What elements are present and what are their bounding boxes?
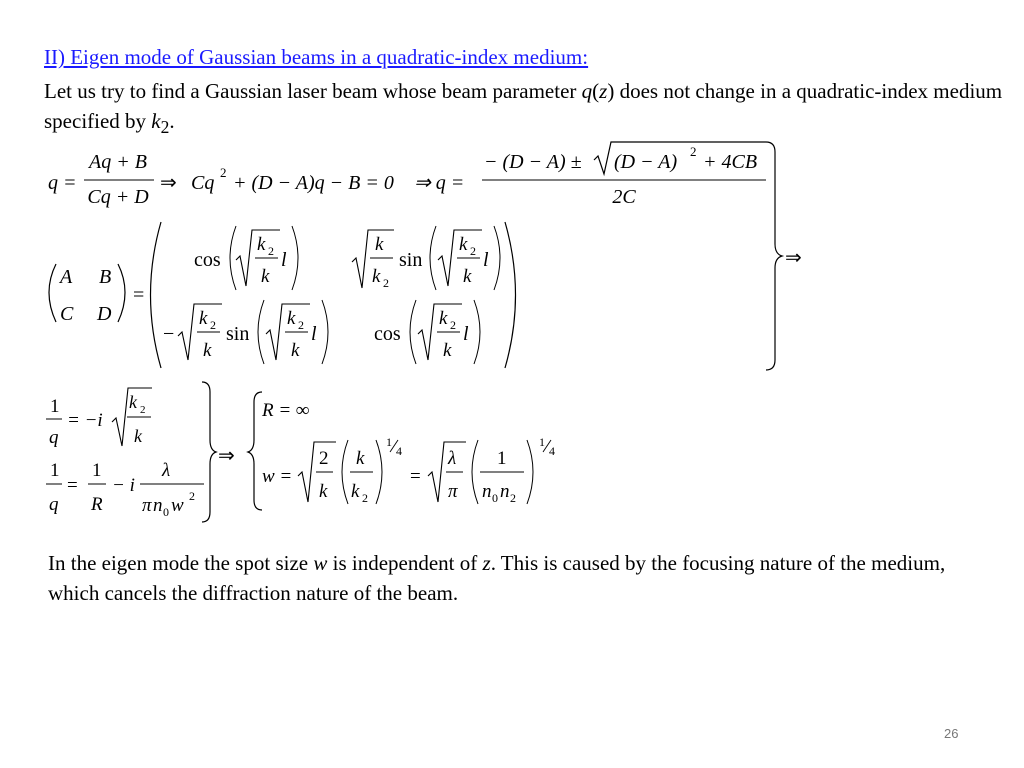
eq1-cq-exponent: 2 (220, 165, 227, 180)
w-paren2-right (527, 440, 533, 504)
abcd-A: A (60, 266, 73, 288)
m11-k: k (257, 234, 266, 255)
inv-q-k-den: k (134, 426, 142, 446)
inv-q2-q: q (49, 494, 59, 515)
eq1-q-lhs: q = (48, 172, 77, 194)
conclusion-paragraph (48, 548, 948, 608)
intro-text-1: Let us try to find a Gaussian laser beam whose beam parameter (44, 79, 582, 103)
m21-k-den: k (203, 340, 212, 361)
eq1-implies: ⇒ (160, 172, 177, 194)
inv-q-k-sub: 2 (140, 404, 146, 416)
inv-q-k: k (129, 392, 137, 412)
inv-q2-minus-i: − i (112, 475, 135, 496)
m21-paren-right (322, 300, 328, 364)
m11-k-den: k (261, 266, 270, 287)
inv-q2-equals: = (67, 475, 78, 496)
conclusion-text-2: is independent of (327, 551, 483, 575)
m12-inner-k-sub: 2 (470, 244, 476, 258)
m22-paren-left (410, 300, 416, 364)
m12-k-num: k (375, 234, 384, 255)
inv-q-q: q (49, 427, 59, 448)
m21-k: k (199, 308, 208, 329)
conclusion-text-3: . This is caused by the focusing nature of the medium, which cancels the diffraction nature of the beam. (48, 551, 946, 605)
system-implies: ⇒ (785, 247, 802, 269)
intro-text-2: ( (592, 79, 600, 103)
result-w-lhs: w = (262, 466, 293, 487)
w-pi: π (448, 481, 458, 502)
equation-q-transform (48, 142, 766, 208)
m21-k-sub: 2 (210, 318, 216, 332)
result-left-brace (248, 392, 262, 510)
den-w-sup: 2 (189, 489, 195, 503)
matrix-equals: = (133, 284, 145, 306)
m12-k-den: k (372, 266, 381, 287)
m12-k-den-sub: 2 (383, 276, 389, 290)
eq1-radicand-a: (D − A) (614, 151, 678, 173)
w-k-den: k (351, 481, 360, 502)
w-n0: n (482, 481, 492, 502)
eigen-conditions (46, 382, 555, 522)
matrix-left-paren (151, 222, 162, 368)
abcd-matrix-equation (49, 222, 516, 368)
matrix-right-paren (505, 222, 516, 368)
m22-k-den: k (443, 340, 452, 361)
inv-q-rhs: = −i (67, 410, 103, 431)
eigen-implies: ⇒ (218, 445, 235, 467)
inv-q-one: 1 (50, 396, 60, 417)
system-right-brace (766, 142, 782, 370)
den-n-sub: 0 (163, 505, 169, 519)
conclusion-text-1: In the eigen mode the spot size (48, 551, 314, 575)
eq1-radicand-c: + 4CB (703, 151, 758, 173)
slide-heading: II) Eigen mode of Gaussian beams in a quadratic-index medium: (44, 45, 589, 69)
eigen-right-brace (202, 382, 216, 522)
intro-k-subscript: 2 (160, 117, 170, 138)
w-exp-1-den: 4 (396, 444, 402, 458)
m12-paren-left (430, 226, 436, 290)
m11-cos: cos (194, 249, 221, 271)
page-number: 26 (944, 726, 959, 741)
abcd-left-paren (49, 264, 56, 322)
w-equals-2: = (410, 466, 421, 487)
m12-paren-right (494, 226, 500, 290)
w-paren-left (342, 440, 348, 504)
m11-paren-left (230, 226, 236, 290)
w-k-den-sub: 2 (362, 491, 368, 505)
w-lambda: λ (448, 448, 457, 469)
m11-k-sub: 2 (268, 244, 274, 258)
m21-inner-k: k (287, 308, 296, 329)
inv-R-one: 1 (92, 460, 102, 481)
m21-sin: sin (226, 323, 250, 345)
m12-sin: sin (399, 249, 423, 271)
w-two-k: k (319, 481, 328, 502)
m22-cos: cos (374, 323, 401, 345)
eq1-root-numerator-a: − (D − A) ± (484, 151, 582, 173)
abcd-C: C (60, 303, 74, 325)
conclusion-z: z (482, 551, 491, 575)
w-n2: n (500, 481, 510, 502)
w-paren-right (376, 440, 382, 504)
w-exp-2-den: 4 (549, 444, 555, 458)
intro-text-4: . (169, 109, 175, 133)
eq1-numerator: Aq + B (89, 151, 147, 173)
result-R-infinity: R = ∞ (262, 400, 310, 421)
intro-text-3: ) does not change in a quadratic-index medium specified by (44, 79, 1003, 133)
intro-k: k (151, 109, 161, 133)
m12-inner-k-den: k (463, 266, 472, 287)
w-two: 2 (319, 448, 329, 469)
m21-inner-k-sub: 2 (298, 318, 304, 332)
m12-l: l (483, 249, 489, 271)
m22-paren-right (474, 300, 480, 364)
m21-inner-k-den: k (291, 340, 300, 361)
eq1-quadratic: + (D − A)q − B = 0 (233, 172, 394, 194)
lambda-num: λ (162, 460, 171, 481)
abcd-B: B (99, 266, 112, 288)
eq1-solution-denominator: 2C (612, 186, 636, 208)
intro-q: q (581, 79, 593, 103)
m21-l: l (311, 323, 317, 345)
m21-minus: − (163, 323, 175, 345)
w-exp-1-num: 1 (386, 435, 392, 449)
w-one: 1 (497, 448, 507, 469)
w-exp-2-num: 1 (539, 435, 545, 449)
intro-z: z (599, 79, 608, 103)
m21-paren-left (258, 300, 264, 364)
conclusion-w: w (313, 551, 328, 575)
w-n2-sub: 2 (510, 491, 516, 505)
eq1-cq: Cq (191, 172, 215, 194)
eq1-denominator: Cq + D (87, 186, 149, 208)
m22-k: k (439, 308, 448, 329)
w-k-num: k (356, 448, 365, 469)
inv-R-R: R (91, 494, 103, 515)
den-n: n (153, 495, 163, 516)
den-w: w (171, 495, 184, 516)
m12-inner-k: k (459, 234, 468, 255)
m22-k-sub: 2 (450, 318, 456, 332)
m11-paren-right (292, 226, 298, 290)
eq1-radicand-exponent: 2 (690, 144, 697, 159)
eq1-q-solution-lhs: ⇒ q = (414, 172, 465, 194)
abcd-right-paren (118, 264, 125, 322)
w-n0-sub: 0 (492, 491, 498, 505)
den-pi: π (142, 495, 152, 516)
inv-q2-one: 1 (50, 460, 60, 481)
m22-l: l (463, 323, 469, 345)
m11-l: l (281, 249, 287, 271)
abcd-D: D (97, 303, 112, 325)
w-paren2-left (472, 440, 478, 504)
